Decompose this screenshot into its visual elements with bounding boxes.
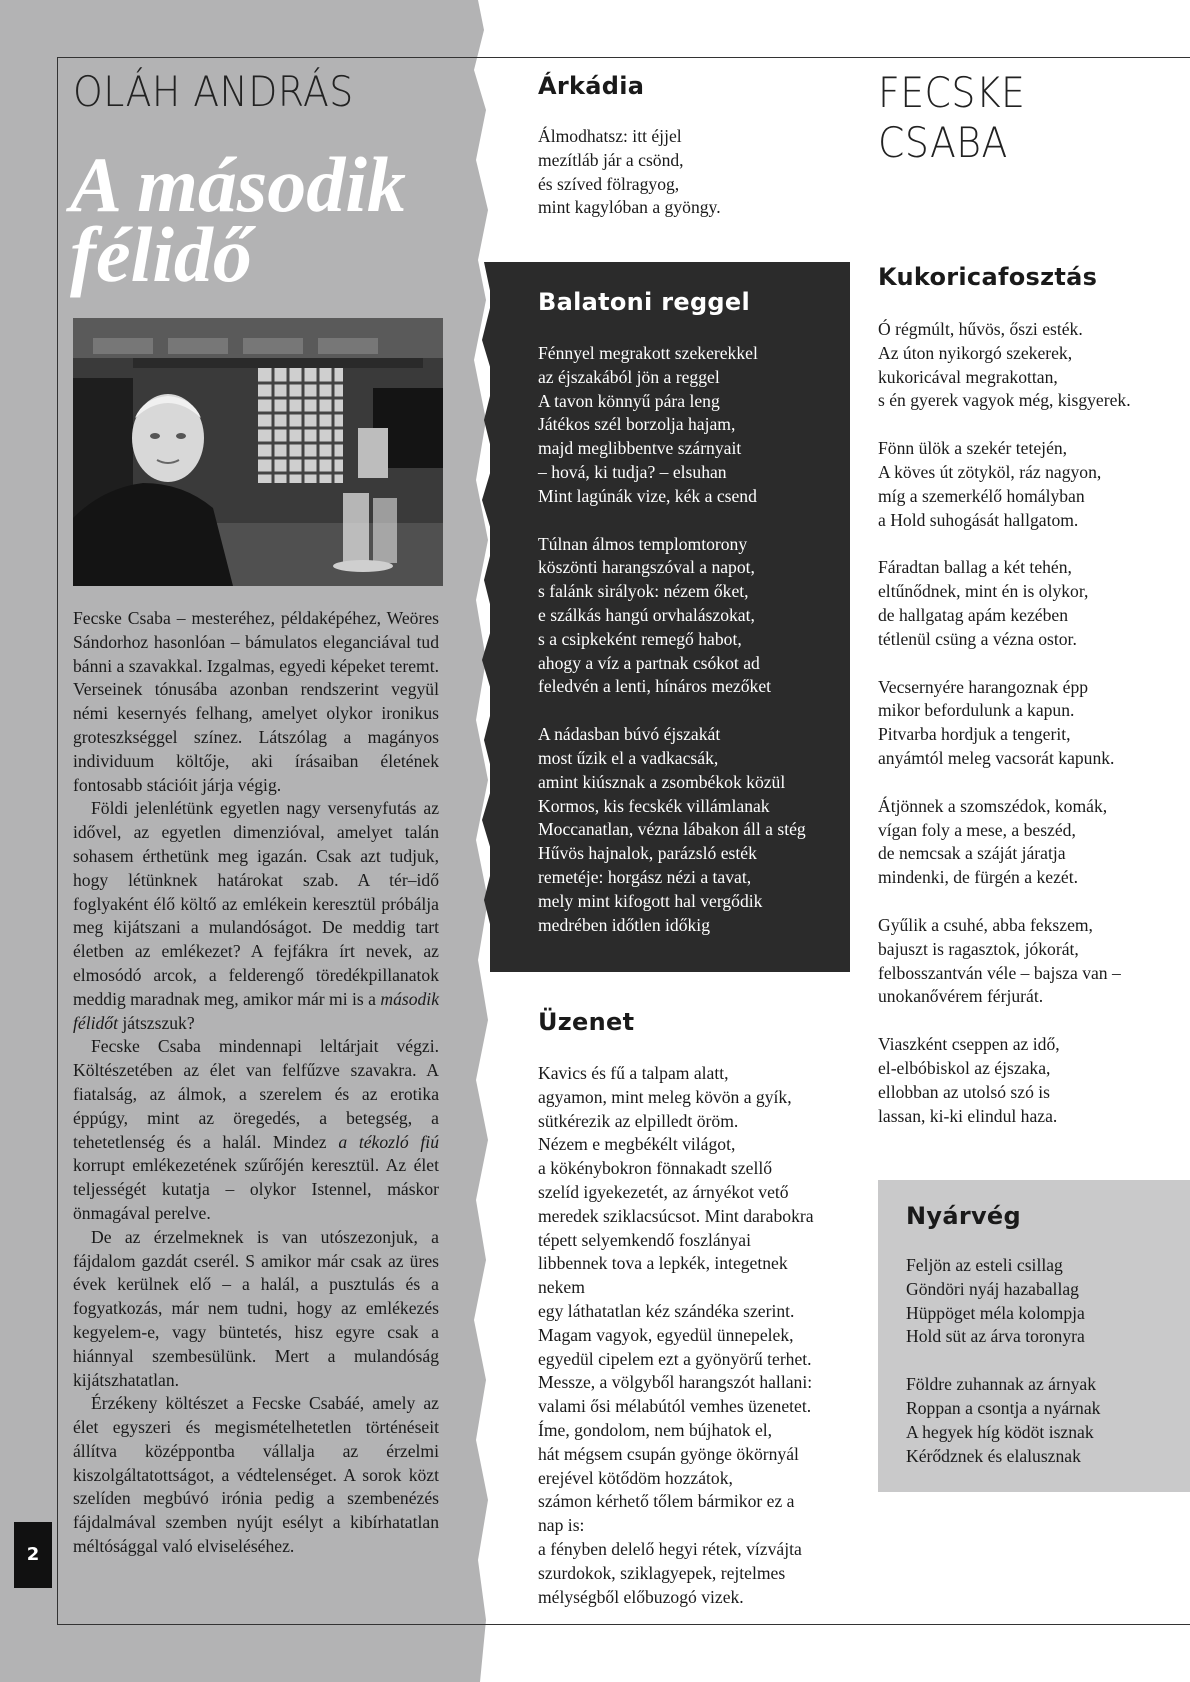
poem-line: Kavics és fű a talpam alatt, bbox=[538, 1063, 729, 1083]
poem-title-uzenet: Üzenet bbox=[538, 1008, 635, 1036]
poem-line: meredek sziklacsúcsot. Mint darabokra bbox=[538, 1205, 814, 1226]
poem-line: Nézem e megbékélt világot, bbox=[538, 1134, 736, 1155]
right-author-line-2: CSABA bbox=[878, 118, 1008, 168]
poem-line: mint kagylóban a gyöngy. bbox=[538, 197, 721, 218]
stanza bbox=[906, 1373, 1100, 1468]
poem-title-nyarveg: Nyárvég bbox=[906, 1202, 1021, 1230]
left-author-name: OLÁH ANDRÁS bbox=[73, 67, 354, 116]
poem-line: anyámtól meleg vacsorát kapunk. bbox=[878, 747, 1115, 768]
stanza bbox=[878, 1033, 1131, 1128]
poem-line: nap is: bbox=[538, 1515, 585, 1536]
article-title bbox=[70, 141, 406, 298]
poem-line: Hűvös hajnalok, parázsló esték bbox=[538, 843, 757, 864]
poem-line: Viaszként cseppen az idő, bbox=[878, 1034, 1060, 1055]
poem-line: a Hold suhogását hallgatom. bbox=[878, 509, 1079, 530]
stanza bbox=[878, 795, 1131, 890]
poem-line: – hová, ki tudja? – elsuhan bbox=[538, 461, 727, 482]
poem-line: ahogy a víz a partnak csókot ad bbox=[538, 652, 760, 673]
stanza bbox=[878, 914, 1131, 1009]
poem-line: köszönti harangszóval a napot, bbox=[538, 557, 755, 578]
poem-line: erejével kötődöm hozzátok, bbox=[538, 1467, 733, 1488]
poem-line: A nádasban búvó éjszakát bbox=[538, 724, 721, 745]
stanza bbox=[538, 533, 806, 700]
poem-title-kukoricafosztas: Kukoricafosztás bbox=[878, 263, 1098, 291]
poem-line: Átjönnek a szomszédok, komák, bbox=[878, 795, 1108, 816]
portrait-photo-icon bbox=[73, 318, 443, 586]
poem-line: egy láthatatlan kéz szándéka szerint. bbox=[538, 1300, 795, 1321]
poem-line: Fönn ülök a szekér tetején, bbox=[878, 438, 1068, 459]
poem-line: Fáradtan ballag a két tehén, bbox=[878, 557, 1072, 578]
poem-line: egyedül cipelem ezt a gyönyörű terhet. bbox=[538, 1348, 812, 1369]
poem-line: mezítláb jár a csönd, bbox=[538, 149, 684, 170]
stanza bbox=[538, 342, 806, 509]
page-number-tab: 2 bbox=[14, 1522, 52, 1588]
stanza bbox=[878, 437, 1131, 532]
right-author-name bbox=[878, 68, 1025, 169]
poem-line: A köves út zötyköl, ráz nagyon, bbox=[878, 461, 1102, 482]
essay-run: Fecske Csaba mindennapi leltárjait végzi. Költészetében az élet van felfűzve szavakra. A fiatalság, az álmok, a szerelem és az erotika éppúgy, mint az öregedés, a betegség, a tehetetlenség és a halál. Mindez bbox=[73, 1036, 439, 1152]
poem-line: Túlnan álmos templomtorony bbox=[538, 533, 748, 554]
poem-line: Kérődznek és elalusznak bbox=[906, 1445, 1081, 1466]
poem-line: majd meglibbentve szárnyait bbox=[538, 438, 742, 459]
essay-run: De az érzelmeknek is van utószezonjuk, a fájdalom gazdát cserél. S amikor már csak az üres évek kerülnek elő – a halál, a pusztulás és a fogyatkozás, már nem tudni, hogy az emlékezés kegyelem-e, vagy büntetés, hisz egyre csak a hiánnyal szembesülünk. Mert a mulandóság kijátszhatatlan. bbox=[73, 1226, 439, 1390]
essay-paragraph bbox=[73, 1392, 439, 1559]
poem-line: szurdokok, sziklagyepek, rejtelmes bbox=[538, 1562, 786, 1583]
poem-line: de nemcsak a száját járatja bbox=[878, 843, 1066, 864]
poem-line: kukoricával megrakottan, bbox=[878, 366, 1058, 387]
poem-kukoricafosztas bbox=[878, 318, 1131, 1128]
poem-line: libbennek tova a lepkék, integetnek bbox=[538, 1253, 788, 1274]
poem-line: e szálkás hangú orvhalászokat, bbox=[538, 604, 755, 625]
poem-line: remetéje: horgász nézi a tavat, bbox=[538, 866, 752, 887]
poem-line: Ó régmúlt, hűvös, őszi esték. bbox=[878, 319, 1083, 339]
poem-line: felbosszantván véle – bajsza van – bbox=[878, 962, 1121, 983]
poem-line: Gyűlik a csuhé, abba fekszem, bbox=[878, 914, 1093, 935]
right-author-line-1: FECSKE bbox=[878, 68, 1026, 117]
poem-line: mélységből előbuzogó vizek. bbox=[538, 1586, 744, 1607]
poem-nyarveg bbox=[906, 1254, 1100, 1468]
poem-line: lassan, ki-ki elindul haza. bbox=[878, 1105, 1058, 1126]
poem-line: unokanővérem férjurát. bbox=[878, 986, 1044, 1007]
poem-line: Hold süt az árva toronyra bbox=[906, 1326, 1085, 1347]
poem-line: Íme, gondolom, nem bújhatok el, bbox=[538, 1419, 773, 1440]
poem-line: feledvén a lenti, hínáros mezőket bbox=[538, 676, 772, 697]
poem-line: Vecsernyére harangoznak épp bbox=[878, 676, 1089, 697]
poem-line: bajuszt is ragasztok, jókorát, bbox=[878, 938, 1079, 959]
poem-line: Földre zuhannak az árnyak bbox=[906, 1374, 1097, 1395]
essay-run: játszszuk? bbox=[117, 1012, 195, 1033]
poem-line: Magam vagyok, egyedül ünnepelek, bbox=[538, 1324, 794, 1345]
poem-line: s én gyerek vagyok még, kisgyerek. bbox=[878, 390, 1131, 411]
poem-line: Moccanatlan, vézna lábakon áll a stég bbox=[538, 819, 806, 840]
poem-line: az éjszakából jön a reggel bbox=[538, 366, 720, 387]
poem-line: eltűnődnek, mint én is olykor, bbox=[878, 581, 1089, 602]
essay-paragraph bbox=[73, 797, 439, 1035]
poem-line: és szíved fölragyog, bbox=[538, 173, 680, 194]
stanza bbox=[906, 1254, 1100, 1349]
poem-line: Feljön az esteli csillag bbox=[906, 1255, 1063, 1275]
grey-box-nyarveg bbox=[878, 1180, 1190, 1492]
poem-line: tépett selyemkendő foszlányai bbox=[538, 1229, 752, 1250]
poem-line: Álmodhatsz: itt éjjel bbox=[538, 126, 682, 146]
poem-line: de hallgatag apám kezében bbox=[878, 604, 1069, 625]
poem-line: el-elbóbiskol az éjszaka, bbox=[878, 1057, 1051, 1078]
poem-line: Fénnyel megrakott szekerekkel bbox=[538, 343, 758, 363]
essay-italic-run: második félidőt bbox=[73, 988, 439, 1033]
poem-line: s falánk sirályok: nézem őket, bbox=[538, 581, 749, 602]
poem-line: mindenki, de fürgén a kezét. bbox=[878, 867, 1078, 888]
dark-box-balatoni bbox=[490, 262, 850, 972]
essay-italic-run: a tékozló fiú bbox=[338, 1131, 439, 1152]
poem-title-balatoni-reggel: Balatoni reggel bbox=[538, 288, 751, 316]
essay-text bbox=[73, 607, 439, 1559]
stanza bbox=[538, 723, 806, 937]
poem-line: most űzik el a vadkacsák, bbox=[538, 747, 719, 768]
essay-paragraph bbox=[73, 1226, 439, 1393]
poem-line: sütkérezik az elpilledt öröm. bbox=[538, 1110, 739, 1131]
essay-run: Fecske Csaba – mesteréhez, példaképéhez, Weöres Sándorhoz hasonlóan – bámulatos eleganciával tud bánni a szavakkal. Izgalmas, egyedi képeket teremt. Verseinek tónusába azonban rendszerint vegyül némi kesernyés felhang, amelyet olykor ironikus groteszkséggel színez. Látszólag a magányos individuum költője, aki írásaiban életének fontosabb stációit járja végig. bbox=[73, 608, 439, 795]
poem-line: Hüppöget méla kolompja bbox=[906, 1302, 1085, 1323]
essay-run: Földi jelenlétünk egyetlen nagy versenyfutás az idővel, az egyetlen dimenzióval, amelyet talán sohasem érthetünk meg igazán. Csak azt tudjuk, hogy létünknek határokat szab. A tér–idő foglyaként élő költő az emlékein keresztül próbálja meg kijátszani a mulandóságot. De meddig tart életben az emlékezet? A fejfákra írt nevek, az elmosódó arcok, a felderengő töredékpillanatok meddig maradnak meg, amikor már mi is a bbox=[73, 798, 439, 1009]
essay-run: korrupt emlékezetének szűrőjén keresztül. Az élet teljességét kutatja – olykor Istennel, máskor önmagával perelve. bbox=[73, 1155, 439, 1223]
poem-line: nekem bbox=[538, 1277, 585, 1298]
poem-line: agyamon, mint meleg kövön a gyík, bbox=[538, 1086, 792, 1107]
poem-arkadia bbox=[538, 125, 721, 220]
poem-line: a fényben delelő hegyi rétek, vízvájta bbox=[538, 1538, 802, 1559]
article-title-line-1: A második bbox=[70, 141, 406, 228]
poem-balatoni-reggel bbox=[538, 342, 806, 937]
poem-line: Roppan a csontja a nyárnak bbox=[906, 1397, 1101, 1418]
article-title-line-2: félidő bbox=[70, 211, 252, 298]
poem-line: vígan foly a mese, a beszéd, bbox=[878, 819, 1076, 840]
stanza bbox=[538, 125, 721, 220]
poem-line: s a csipkeként remegő habot, bbox=[538, 628, 742, 649]
essay-run: Érzékeny költészet a Fecske Csabáé, amely az élet egyszeri és megismételhetetlen történéseit állítva középpontba vállalja az érzelmi kiszolgáltatottságot, a védtelenséget. A sorok közt szelíden megbúvó irónia pedig a szembenézés fájdalmával szemben nyújt esélyt a kibírhatatlan méltósággal való elviseléséhez. bbox=[73, 1393, 439, 1557]
stanza bbox=[878, 318, 1131, 413]
poem-line: valami ősi mélabútól vemhes üzenetet. bbox=[538, 1396, 812, 1417]
poem-line: Messze, a völgyből harangszót hallani: bbox=[538, 1372, 813, 1393]
poem-line: mely mint kifogott hal vergődik bbox=[538, 890, 763, 911]
poem-line: ellobban az utolsó szó is bbox=[878, 1081, 1050, 1102]
poem-line: Kormos, kis fecskék villámlanak bbox=[538, 795, 770, 816]
poem-uzenet bbox=[538, 1062, 856, 1609]
poem-line: A tavon könnyű pára leng bbox=[538, 390, 720, 411]
author-photo bbox=[73, 318, 443, 586]
essay-paragraph bbox=[73, 1035, 439, 1225]
poem-line: tétlenül csüng a vézna ostor. bbox=[878, 628, 1077, 649]
stanza bbox=[878, 676, 1131, 771]
poem-title-arkadia: Árkádia bbox=[538, 72, 645, 100]
poem-line: Az úton nyikorgó szekerek, bbox=[878, 342, 1073, 363]
poem-line: szelíd igyekezetét, az árnyékot vető bbox=[538, 1181, 789, 1202]
stanza bbox=[878, 556, 1131, 651]
poem-line: Mint lagúnák vize, kék a csend bbox=[538, 485, 757, 506]
essay-paragraph bbox=[73, 607, 439, 797]
poem-line: hát mégsem csupán gyönge ökörnyál bbox=[538, 1443, 799, 1464]
poem-line: a kökénybokron fönnakadt szellő bbox=[538, 1158, 773, 1179]
poem-line: Pitvarba hordjuk a tengerit, bbox=[878, 724, 1071, 745]
poem-line: amint kiúsznak a zsombékok közül bbox=[538, 771, 786, 792]
poem-line: medrében időtlen időkig bbox=[538, 914, 710, 935]
poem-line: Göndöri nyáj hazaballag bbox=[906, 1278, 1079, 1299]
poem-line: A hegyek híg ködöt isznak bbox=[906, 1421, 1094, 1442]
poem-line: számon kérhető tőlem bármikor ez a bbox=[538, 1491, 795, 1512]
poem-line: míg a szemerkélő homályban bbox=[878, 485, 1085, 506]
poem-line: Játékos szél borzolja hajam, bbox=[538, 414, 736, 435]
poem-line: mikor befordulunk a kapun. bbox=[878, 700, 1075, 721]
